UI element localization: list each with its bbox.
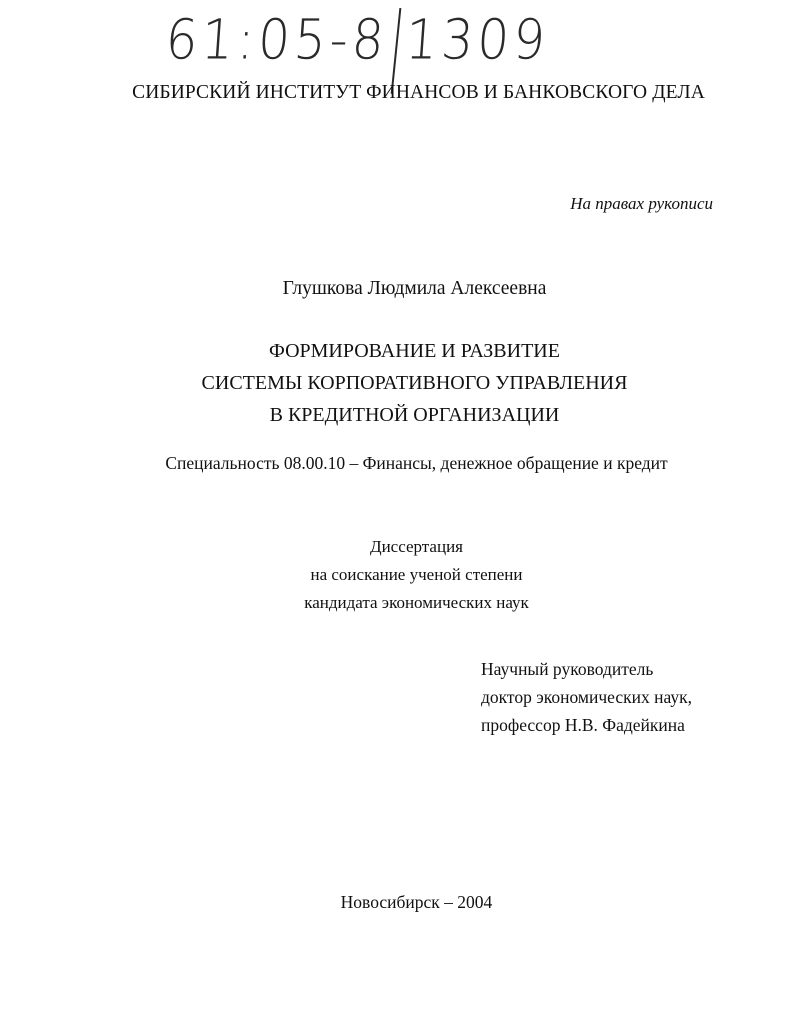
advisor-line-2: доктор экономических наук,: [481, 687, 692, 707]
archive-mark-slash: [391, 8, 402, 94]
dissertation-line-2: на соискание ученой степени: [310, 565, 523, 584]
title-line-3: В КРЕДИТНОЙ ОРГАНИЗАЦИИ: [269, 404, 560, 426]
institute-name: СИБИРСКИЙ ИНСТИТУТ ФИНАНСОВ И БАНКОВСКОГО ДЕЛА: [132, 82, 705, 103]
author-name: Глушкова Людмила Алексеевна: [282, 278, 547, 299]
archive-mark-part2: 1309: [403, 8, 552, 72]
manuscript-rights: На правах рукописи: [570, 194, 713, 213]
city-year: Новосибирск – 2004: [340, 892, 493, 912]
advisor-line-3: профессор Н.В. Фадейкина: [481, 715, 685, 735]
specialty: Специальность 08.00.10 – Финансы, денежное обращение и кредит: [165, 453, 668, 473]
advisor-line-1: Научный руководитель: [481, 659, 654, 679]
archive-mark-part1: 61:05-8: [163, 8, 390, 72]
title-line-1: ФОРМИРОВАНИЕ И РАЗВИТИЕ: [269, 340, 560, 362]
dissertation-line-1: Диссертация: [369, 537, 463, 556]
dissertation-line-3: кандидата экономических наук: [304, 593, 529, 612]
title-line-2: СИСТЕМЫ КОРПОРАТИВНОГО УПРАВЛЕНИЯ: [201, 372, 628, 394]
handwritten-archive-mark: [162, 8, 551, 94]
